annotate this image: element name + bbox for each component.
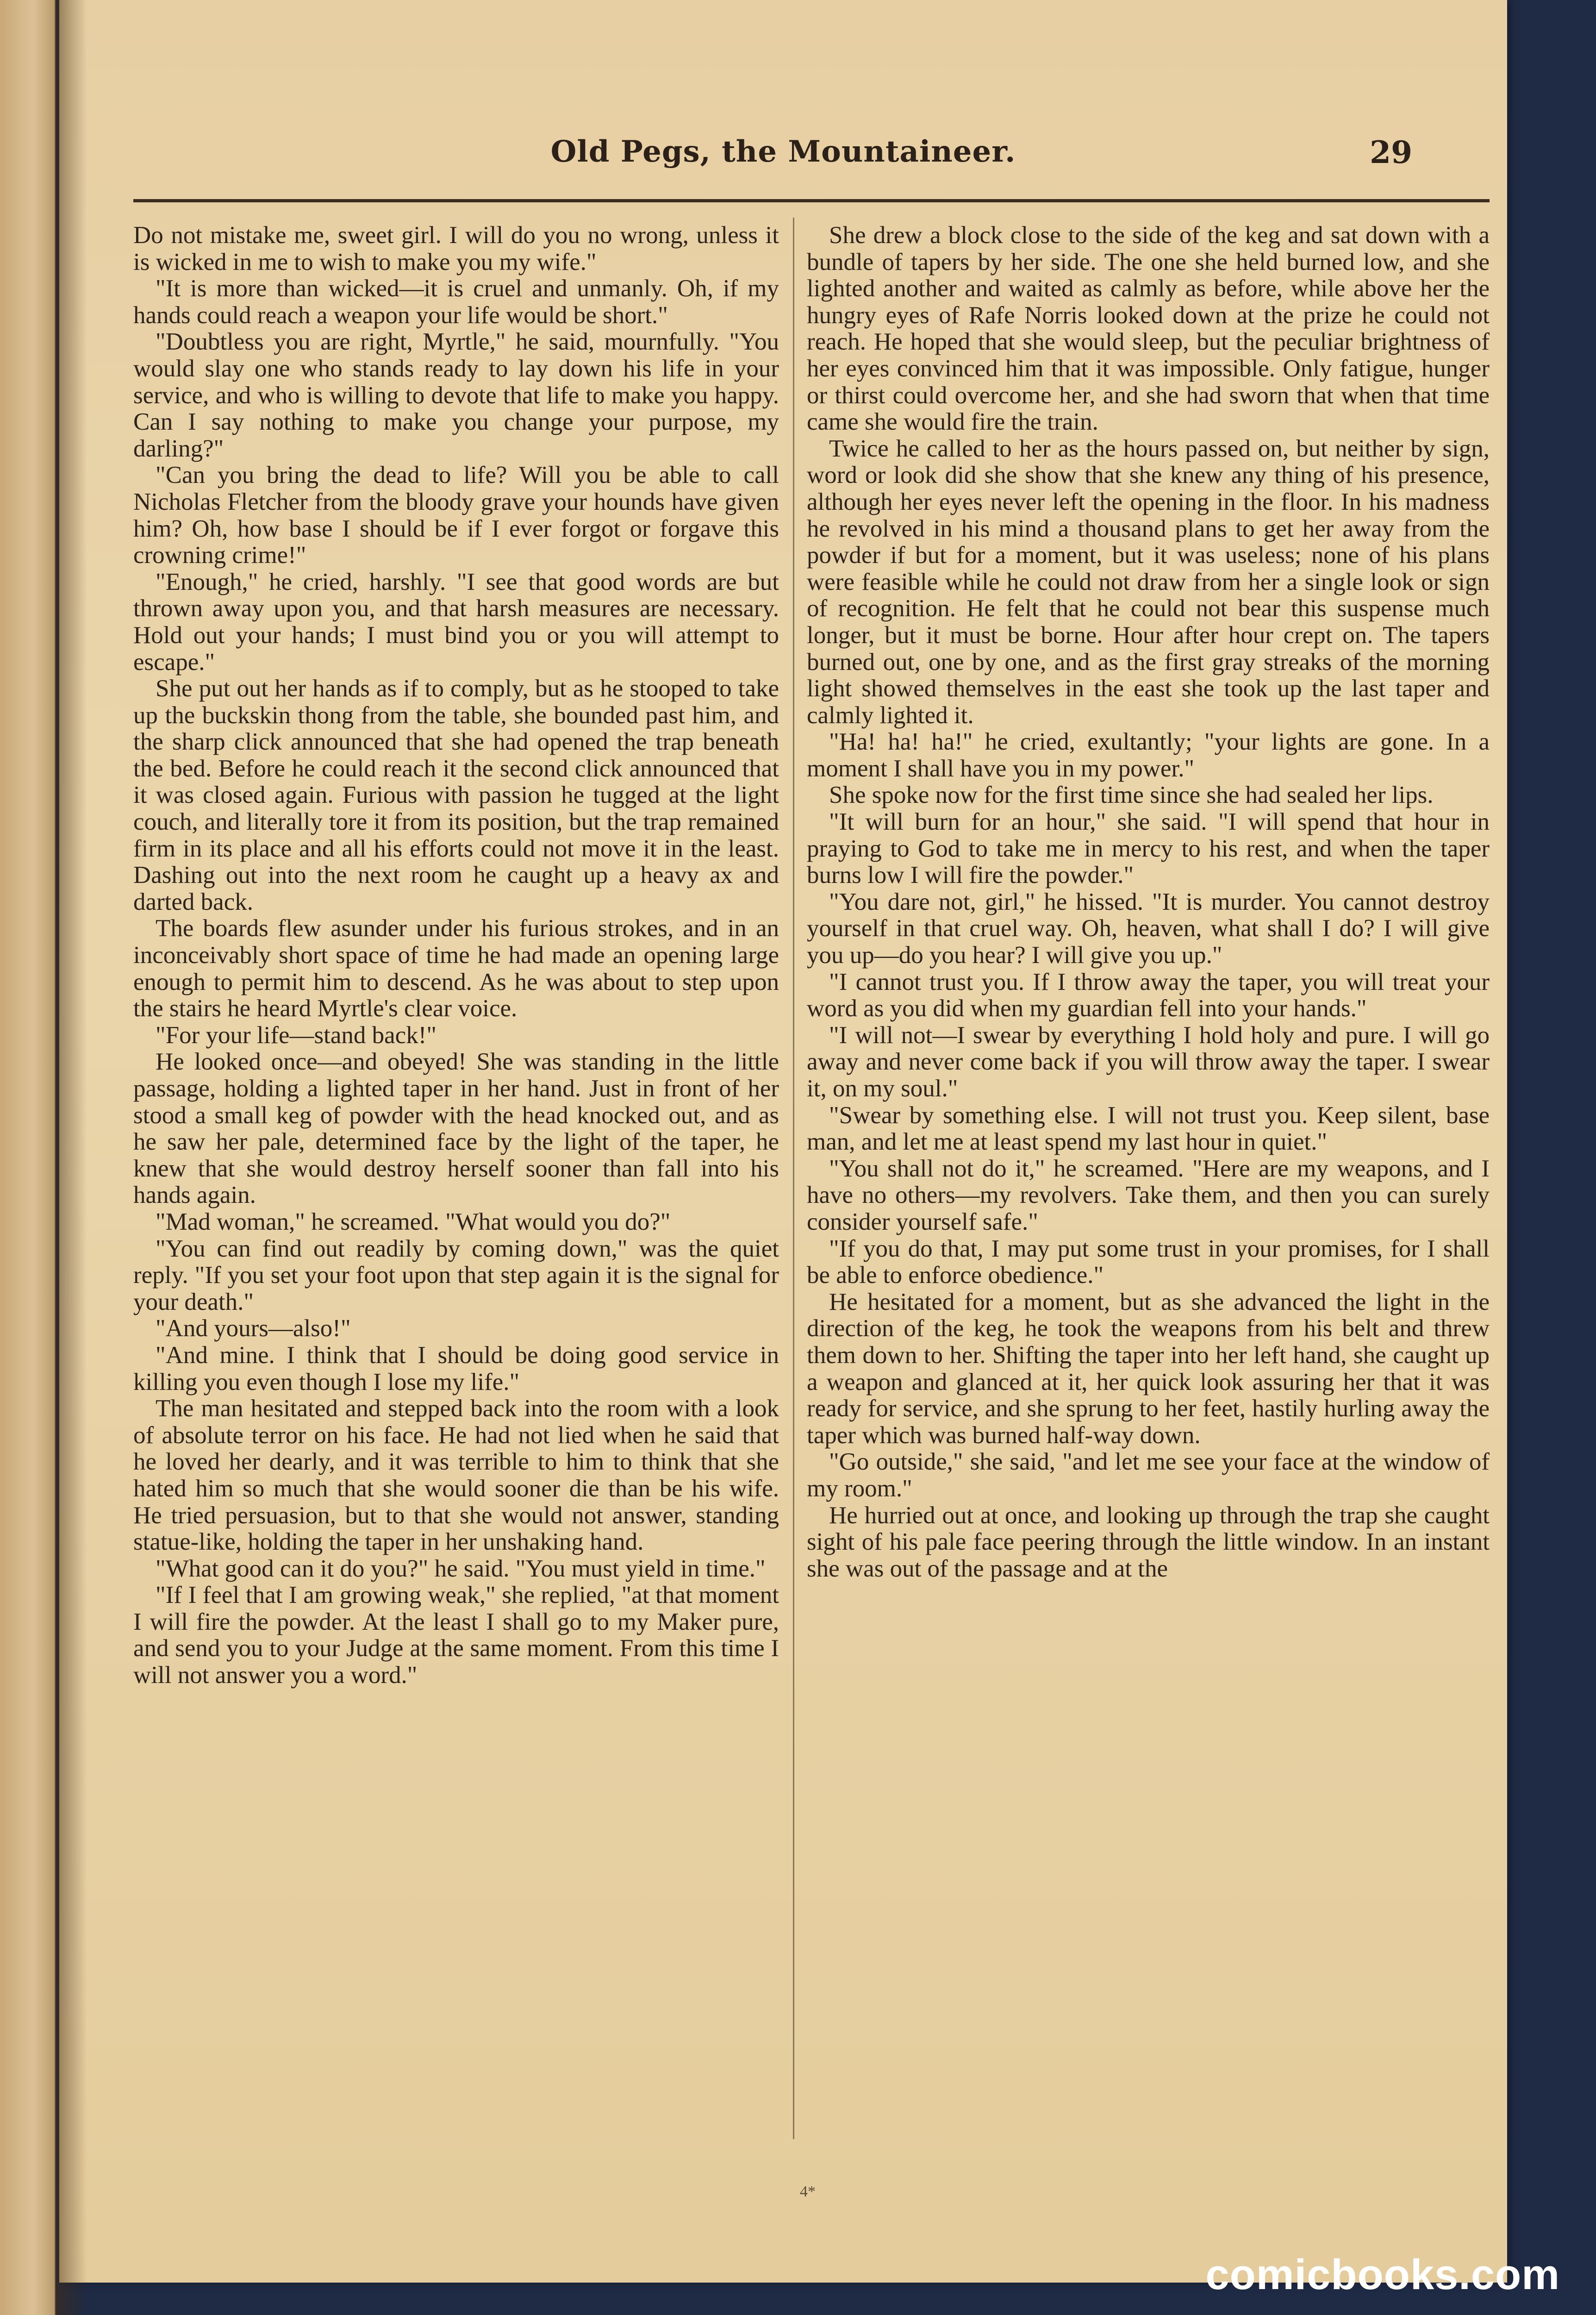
paragraph: "You shall not do it," he screamed. "Here are my weapons, and I have no others—my revolvers. Take them, and then you can surely consider yourself safe." (807, 1155, 1490, 1235)
paragraph: "You dare not, girl," he hissed. "It is murder. You cannot destroy yourself in that cruel way. Oh, heaven, what shall I do? I will give you up—do you hear? I will give you up." (807, 888, 1490, 969)
paragraph: Do not mistake me, sweet girl. I will do you no wrong, unless it is wicked in me to wish to make you my wife." (133, 222, 779, 275)
paragraph: "I cannot trust you. If I throw away the taper, you will treat your word as you did when my guardian fell into your hands." (807, 968, 1490, 1022)
paragraph: She drew a block close to the side of the keg and sat down with a bundle of tapers by her side. The one she held burned low, and she lighted another and waited as calmly as before, while above her the hungry eyes of Rafe Norris looked down at the prize he could not reach. He hoped that she would sleep, but the peculiar brightness of her eyes convinced him that it was impossible. Only fatigue, hunger or thirst could overcome her, and she had sworn that when that time came she would fire the train. (807, 222, 1490, 436)
column-divider (793, 218, 794, 2139)
book-page (59, 0, 1507, 2283)
paragraph: The boards flew asunder under his furious strokes, and in an inconceivably short space of time he had made an opening large enough to permit him to descend. As he was about to step upon the stairs he heard Myrtle's clear voice. (133, 915, 779, 1022)
paragraph: "Swear by something else. I will not trust you. Keep silent, base man, and let me at least spend my last hour in quiet." (807, 1101, 1490, 1156)
paragraph: Twice he called to her as the hours passed on, but neither by sign, word or look did she show that she knew any thing of his presence, although her eyes never left the opening in the floor. In his madness he revolved in his mind a thousand plans to get her away from the powder if but for a moment, but it was useless; none of his plans were feasible while he could not draw from her a single look or sign of recognition. He felt that he could not bear this suspense much longer, but it must be borne. Hour after hour crept on. The tapers burned out, one by one, and as the first gray streaks of the morning light showed themselves in the east she took up the last taper and calmly lighted it. (807, 435, 1490, 729)
running-title: Old Pegs, the Mountaineer. (550, 134, 1016, 169)
paragraph: "Enough," he cried, harshly. "I see that good words are but thrown away upon you, and that harsh measures are necessary. Hold out your hands; I must bind you or you will attempt to escape." (133, 568, 779, 676)
page-header (59, 134, 1507, 190)
paragraph: "I will not—I swear by everything I hold holy and pure. I will go away and never come back if you will throw away the taper. I swear it, on my soul." (807, 1021, 1490, 1102)
paragraph: He looked once—and obeyed! She was standing in the little passage, holding a lighted taper in her hand. Just in front of her stood a small keg of powder with the head knocked out, and as he saw her pale, determined face by the light of the taper, he knew that she would destroy herself sooner than fall into his hands again. (133, 1048, 779, 1209)
paragraph: "Mad woman," he screamed. "What would you do?" (156, 1208, 671, 1235)
paragraph: "Go outside," she said, "and let me see your face at the window of my room." (807, 1448, 1490, 1502)
paragraph: She put out her hands as if to comply, but as he stooped to take up the buckskin thong from the table, she bounded past him, and the sharp click announced that she had opened the trap beneath the bed. Before he could reach it the second click announced that it was closed again. Furious with passion he tugged at the light couch, and literally tore it from its position, but the trap remained firm in its place and all his efforts could not move it in the least. Dashing out into the next room he caught up a heavy ax and darted back. (133, 675, 779, 915)
paragraph: "If I feel that I am growing weak," she replied, "at that moment I will fire the powder. At the least I shall go to my Maker pure, and send you to your Judge at the same moment. From this time I will not answer you a word." (133, 1582, 779, 1689)
paragraph: "It is more than wicked—it is cruel and unmanly. Oh, if my hands could reach a weapon your life would be short." (133, 275, 779, 329)
signature-mark: 4* (800, 2183, 816, 2200)
page-number: 29 (1370, 134, 1412, 170)
paragraph: She spoke now for the first time since she had sealed her lips. (829, 782, 1434, 809)
paragraph: "Ha! ha! ha!" he cried, exultantly; "your lights are gone. In a moment I shall have you in my power." (807, 728, 1490, 782)
text-column-right (807, 222, 1490, 2167)
paragraph: He hurried out at once, and looking up through the trap she caught sight of his pale face peering through the little window. In an instant she was out of the passage and at the (807, 1502, 1490, 1582)
paragraph: "Doubtless you are right, Myrtle," he said, mournfully. "You would slay one who stands ready to lay down his life in your service, and who is willing to devote that life to make you happy. Can I say nothing to make you change your purpose, my darling?" (133, 328, 779, 462)
text-column-left (133, 222, 779, 2167)
paragraph: "If you do that, I may put some trust in your promises, for I shall be able to enforce obedience." (807, 1235, 1490, 1289)
facing-page-edge (0, 0, 56, 2315)
paragraph: "Can you bring the dead to life? Will you be able to call Nicholas Fletcher from the bloody grave your hounds have given him? Oh, how base I should be if I ever forgot or forgave this crowning crime!" (133, 462, 779, 569)
watermark: comicbooks.com (1205, 2251, 1560, 2298)
paragraph: "You can find out readily by coming down," was the quiet reply. "If you set your foot upon that step again it is the signal for your death." (133, 1235, 779, 1315)
paragraph: "And yours—also!" (156, 1315, 351, 1342)
header-rule (133, 199, 1490, 202)
paragraph: He hesitated for a moment, but as she advanced the light in the direction of the keg, he took the weapons from his belt and threw them down to her. Shifting the taper into her left hand, she caught up a weapon and glanced at it, her quick look assuring her that it was ready for service, and she sprung to her feet, hastily hurling away the taper which was burned half-way down. (807, 1288, 1490, 1449)
paragraph: "For your life—stand back!" (156, 1021, 436, 1049)
paragraph: "What good can it do you?" he said. "You must yield in time." (156, 1555, 766, 1582)
spine-shadow (55, 0, 87, 2315)
paragraph: "It will burn for an hour," she said. "I will spend that hour in praying to God to take me in mercy to his rest, and when the taper burns low I will fire the powder." (807, 808, 1490, 889)
paragraph: "And mine. I think that I should be doing good service in killing you even though I lose my life." (133, 1341, 779, 1395)
paragraph: The man hesitated and stepped back into the room with a look of absolute terror on his face. He had not lied when he said that he loved her dearly, and it was terrible to him to think that she hated him so much that she would sooner die than be his wife. He tried persuasion, but to that she would not answer, standing statue-like, holding the taper in her unshaking hand. (133, 1395, 779, 1556)
